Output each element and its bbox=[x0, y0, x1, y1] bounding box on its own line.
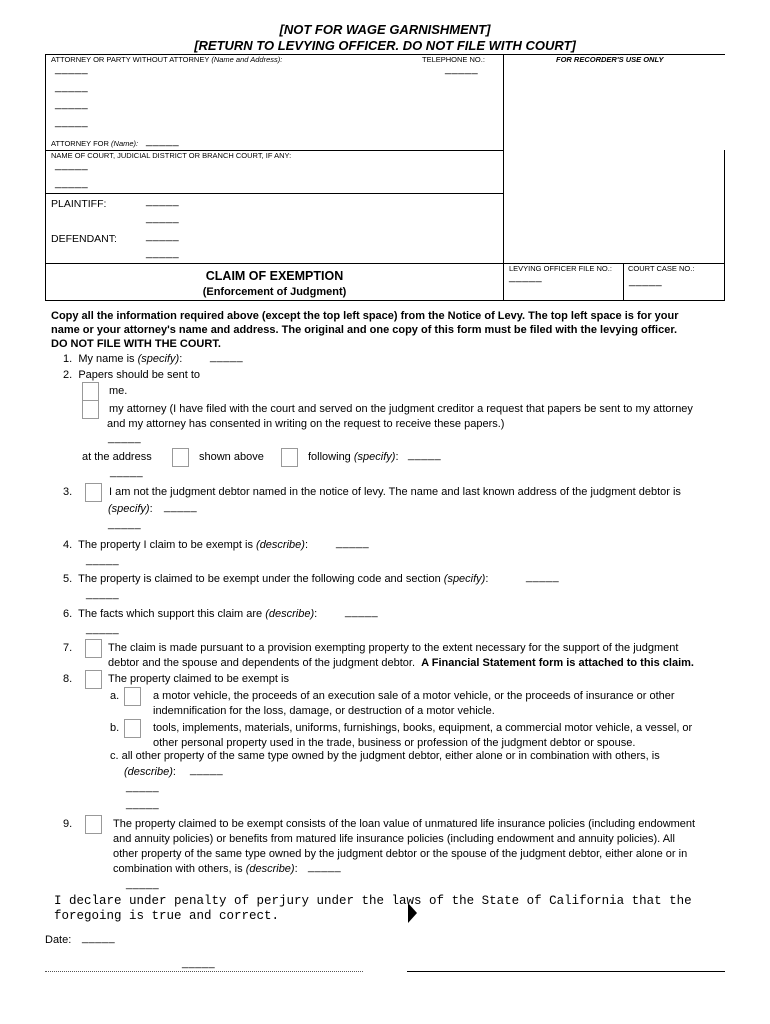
item-8-text: The property claimed to be exempt is bbox=[108, 673, 289, 685]
item-5-field-1[interactable]: _____ bbox=[526, 571, 560, 583]
attorney-for-field[interactable]: _____ bbox=[146, 135, 180, 147]
checkbox-item-8a[interactable] bbox=[124, 687, 141, 706]
checkbox-item-7[interactable] bbox=[85, 639, 102, 658]
item-8c-line-1: c. all other property of the same type owned by the judgment debtor, either alone or in combination with others, is bbox=[110, 750, 660, 762]
item-8c-field-1[interactable]: _____ bbox=[190, 764, 224, 776]
item-8b-line-2: other personal property used in the trade, business or profession of the judgment debtor or spouse. bbox=[153, 737, 636, 749]
printed-name-line bbox=[45, 971, 363, 972]
item-8b-label: b. bbox=[110, 722, 120, 734]
date-field[interactable]: _____ bbox=[82, 932, 116, 944]
checkbox-item-3[interactable] bbox=[85, 483, 102, 502]
item-8-number: 8. bbox=[63, 673, 73, 685]
instructions-line-3: DO NOT FILE WITH THE COURT. bbox=[51, 338, 221, 350]
date-label: Date: bbox=[45, 934, 72, 946]
item-8c-describe: (describe): bbox=[124, 766, 176, 778]
declaration-line-1: I declare under penalty of perjury under the laws of the State of California that the bbox=[54, 894, 692, 908]
option-attorney-line-2: and my attorney has consented in writing on the request to receive these papers.) bbox=[107, 418, 505, 430]
defendant-label: DEFENDANT: bbox=[51, 233, 117, 245]
form-title: CLAIM OF EXEMPTION bbox=[205, 269, 344, 283]
instructions-line-1: Copy all the information required above (except the top left space) from the Notice of Levy. The top left space is for your bbox=[51, 310, 679, 322]
defendant-line-1[interactable]: _____ bbox=[146, 230, 180, 242]
telephone-field[interactable]: _____ bbox=[445, 63, 479, 75]
checkbox-me[interactable] bbox=[82, 382, 99, 401]
attorney-line-4[interactable]: _____ bbox=[55, 116, 89, 128]
item-3-field-1[interactable]: _____ bbox=[164, 501, 198, 513]
levying-file-label: LEVYING OFFICER FILE NO.: bbox=[509, 264, 612, 273]
address-field[interactable]: _____ bbox=[110, 466, 144, 478]
item-7-line-1: The claim is made pursuant to a provision exempting property to the extent necessary for the support of the judgment bbox=[108, 642, 679, 654]
plaintiff-line-2[interactable]: _____ bbox=[146, 212, 180, 224]
item-6-field-1[interactable]: _____ bbox=[345, 606, 379, 618]
item-9-number: 9. bbox=[63, 818, 73, 830]
checkbox-following[interactable] bbox=[281, 448, 298, 467]
instructions-line-2: name or your attorney's name and address. The original and one copy of this form must be filed with the levying officer. bbox=[51, 324, 678, 336]
option-attorney-line-1: my attorney (I have filed with the court and served on the judgment creditor a request that papers be sent to my attorney bbox=[109, 403, 693, 415]
printed-name-field[interactable]: _____ bbox=[182, 957, 216, 969]
court-line-1[interactable]: _____ bbox=[55, 159, 89, 171]
item-2: 2. Papers should be sent to bbox=[63, 369, 201, 381]
form-subtitle: (Enforcement of Judgment) bbox=[202, 286, 347, 298]
item-4-field-1[interactable]: _____ bbox=[336, 537, 370, 549]
item-7-line-2: debtor and the spouse and dependents of the judgment debtor. A Financial Statement form is attached to this claim. bbox=[108, 657, 694, 669]
item-3-text: I am not the judgment debtor named in the notice of levy. The name and last known address of the judgment debtor is bbox=[109, 486, 681, 498]
telephone-label: TELEPHONE NO.: bbox=[422, 55, 485, 64]
checkbox-item-9[interactable] bbox=[85, 815, 102, 834]
header-line-1: [NOT FOR WAGE GARNISHMENT] bbox=[279, 22, 491, 37]
item-7-number: 7. bbox=[63, 642, 73, 654]
item-5-field-2[interactable]: _____ bbox=[86, 588, 120, 600]
levying-file-field[interactable]: _____ bbox=[509, 271, 543, 283]
item-5: 5. The property is claimed to be exempt under the following code and section (specify): bbox=[63, 573, 489, 585]
item-1: 1. My name is (specify): bbox=[63, 353, 183, 365]
signature-line[interactable] bbox=[407, 971, 725, 972]
attorney-label: ATTORNEY OR PARTY WITHOUT ATTORNEY (Name and Address): bbox=[51, 55, 283, 64]
item-6-field-2[interactable]: _____ bbox=[86, 623, 120, 635]
following-label: following (specify): bbox=[308, 451, 399, 463]
court-line-2[interactable]: _____ bbox=[55, 177, 89, 189]
checkbox-shown-above[interactable] bbox=[172, 448, 189, 467]
plaintiff-line-1[interactable]: _____ bbox=[146, 195, 180, 207]
court-case-field[interactable]: _____ bbox=[629, 275, 663, 287]
item-8c-field-2[interactable]: _____ bbox=[126, 781, 160, 793]
shown-above-label: shown above bbox=[199, 451, 264, 463]
header-line-2: [RETURN TO LEVYING OFFICER. DO NOT FILE WITH COURT] bbox=[194, 38, 576, 53]
attorney-for-label: ATTORNEY FOR (Name): bbox=[51, 139, 139, 148]
checkbox-item-8[interactable] bbox=[85, 670, 102, 689]
recorder-label: FOR RECORDER'S USE ONLY bbox=[556, 55, 664, 64]
plaintiff-label: PLAINTIFF: bbox=[51, 198, 107, 210]
item-4: 4. The property I claim to be exempt is (describe): bbox=[63, 539, 308, 551]
court-case-label: COURT CASE NO.: bbox=[628, 264, 695, 273]
item-9-line-2: and annuity policies) or benefits from matured life insurance policies (including endowment and annuity policies). All bbox=[113, 833, 675, 845]
checkbox-item-8b[interactable] bbox=[124, 719, 141, 738]
item-1-name-field[interactable]: _____ bbox=[210, 351, 244, 363]
item-9-line-1: The property claimed to be exempt consists of the loan value of unmatured life insurance policies (including endowment bbox=[113, 818, 696, 830]
checkbox-my-attorney[interactable] bbox=[82, 400, 99, 419]
item-9-line-3: other property of the same type owned by the judgment debtor or the spouse of the judgment debtor, either alone or in bbox=[113, 848, 688, 860]
attorney-line-2[interactable]: _____ bbox=[55, 81, 89, 93]
item-9-field-2[interactable]: _____ bbox=[126, 878, 160, 890]
item-4-field-2[interactable]: _____ bbox=[86, 554, 120, 566]
item-9-line-4: combination with others, is (describe): bbox=[113, 863, 298, 875]
declaration-line-2: foregoing is true and correct. bbox=[54, 909, 280, 923]
item-6: 6. The facts which support this claim are (describe): bbox=[63, 608, 318, 620]
item-8b-line-1: tools, implements, materials, uniforms, furnishings, books, equipment, a commercial motor vehicle, a vessel, or bbox=[153, 722, 693, 734]
defendant-line-2[interactable]: _____ bbox=[146, 247, 180, 259]
court-label: NAME OF COURT, JUDICIAL DISTRICT OR BRANCH COURT, IF ANY: bbox=[51, 151, 292, 160]
option-me-label: me. bbox=[109, 385, 128, 397]
item-9-field-1[interactable]: _____ bbox=[308, 861, 342, 873]
attorney-line-1[interactable]: _____ bbox=[55, 63, 89, 75]
item-8c-field-3[interactable]: _____ bbox=[126, 798, 160, 810]
following-field[interactable]: _____ bbox=[408, 449, 442, 461]
at-address-label: at the address bbox=[82, 451, 152, 463]
item-3-specify: (specify): bbox=[108, 503, 153, 515]
attorney-info-field[interactable]: _____ bbox=[108, 432, 142, 444]
item-3-number: 3. bbox=[63, 486, 73, 498]
item-8a-line-1: a motor vehicle, the proceeds of an execution sale of a motor vehicle, or the proceeds of insurance or other bbox=[153, 690, 675, 702]
cursor-arrow-icon bbox=[408, 903, 417, 923]
item-8a-line-2: indemnification for the loss, damage, or destruction of a motor vehicle. bbox=[153, 705, 495, 717]
attorney-line-3[interactable]: _____ bbox=[55, 98, 89, 110]
item-8a-label: a. bbox=[110, 690, 120, 702]
item-3-field-2[interactable]: _____ bbox=[108, 518, 142, 530]
